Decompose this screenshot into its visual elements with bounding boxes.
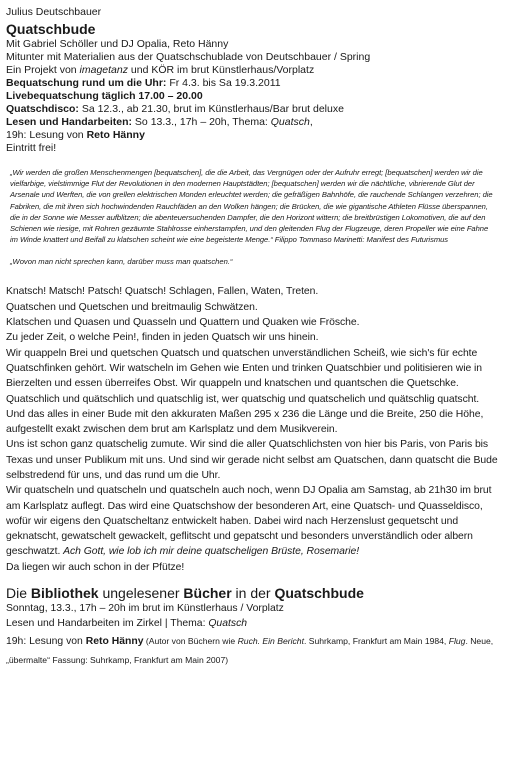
entry-note: Eintritt frei! (6, 142, 57, 154)
paragraph: Uns ist schon ganz quatschelig zumute. Wir sind die aller Quatschlichsten von hier bis Paris, von Paris bis Texas und unser Publikum mit uns. Und sind wir gerade nicht selbst am Quatschen, dann quatscht die Bude selbstredend für uns, und das rund um die Uhr. (6, 439, 498, 481)
live-line: Livebequatschung täglich 17.00 – 20.00 (6, 90, 203, 102)
bibliothek-date: Sonntag, 13.3., 17h – 20h im brut im Künstlerhaus / Vorplatz (6, 603, 284, 615)
paragraph: Und das alles in einer Bude mit den akkuraten Maßen 295 x 236 die Länge und die Breite, 250 die Höhe, aufgestellt exakt zwischen dem brut am Karlsplatz und dem Musikverein. (6, 408, 484, 436)
disco-line: Quatschdisco: Sa 12.3., ab 21.30, brut im Künstlerhaus/Bar brut deluxe (6, 103, 344, 115)
paragraph: Wir quappeln Brei und quetschen Quatsch und quatschen unverständlichen Scheiß, wie sich's für echte Quatschfinken gehört. Wir watscheln im Gehen wie Enten und trinken Quatschbier und politisieren wie in Bierzelten und essen überreifes Obst. Wir quappeln und knatschen und quantschen die Quetschke. Quatschlich und quätschlich und quatschlig ist, wer quatschig und quatschelich und quätschlig quatscht. (6, 347, 483, 405)
lesen-line: Lesen und Handarbeiten: So 13.3., 17h – 20h, Thema: Quatsch, (6, 116, 313, 128)
project-line: Ein Projekt von imagetanz und KÖR im brut Künstlerhaus/Vorplatz (6, 64, 315, 76)
bequatschung-line: Bequatschung rund um die Uhr: Fr 4.3. bis Sa 19.3.2011 (6, 77, 281, 89)
bibliothek-heading: Die Bibliothek ungelesener Bücher in der Quatschbude (6, 585, 364, 602)
body-text (6, 284, 504, 575)
short-quote: „Wovon man nicht sprechen kann, darüber muss man quatschen.“ (10, 257, 233, 267)
paragraph: Da liegen wir auch schon in der Pfütze! (6, 561, 185, 573)
paragraph: Quatschen und Quetschen und breitmaulig Schwätzen. (6, 301, 258, 313)
materials-note: Mitunter mit Materialien aus der Quatschschublade von Deutschbauer / Spring (6, 51, 371, 63)
bibliothek-lesen: Lesen und Handarbeiten im Zirkel | Thema: Quatsch (6, 617, 248, 629)
paragraph: Knatsch! Matsch! Patsch! Quatsch! Schlagen, Fallen, Waten, Treten. (6, 286, 319, 298)
author: Julius Deutschbauer (6, 6, 102, 18)
page-title: Quatschbude (6, 21, 96, 37)
paragraph: Zu jeder Zeit, o welche Pein!, finden in jeden Quatsch wir uns hinein. (6, 332, 319, 344)
event-header (6, 6, 504, 155)
bibliothek-section (6, 584, 504, 668)
org-imagetanz: imagetanz (79, 64, 128, 76)
lesung-line: 19h: Lesung von Reto Hänny (6, 129, 145, 141)
bibliothek-lesung: 19h: Lesung von Reto Hänny (Autor von Büchern wie Ruch. Ein Bericht. Suhrkamp, Frankfurt am Main 1984, Flug. Neue, „übermalte“ Fassung: Suhrkamp, Frankfurt am Main 2007) (6, 636, 494, 665)
paragraph: Klatschen und Quasen und Quasseln und Quattern und Quaken wie Frösche. (6, 317, 360, 329)
paragraph: Wir quatscheln und quatscheln und quatscheln auch noch, wenn DJ Opalia am Samstag, ab 21h30 im brut am Karlsplatz auflegt. Das wird eine Quatschshow der besonderen Art, eine Quatsch- und Quasseldisco, wofür wir eigens den Quatscheltanz entwickelt haben. Dabei wird nach Herzenslust gequetscht und geknatscht, gewatschelt gewackelt, geflitscht und gepatscht und besonders unverständlich oder albern geschwatzt. Ach Gott, wie lob ich mir deine quatscheligen Brüste, Rosemarie! (6, 485, 492, 558)
org-koer: KÖR (151, 64, 175, 76)
marinetti-quote: „Wir werden die großen Menschenmengen [bequatschen], die die Arbeit, das Vergnügen oder der Aufruhr erregt; [bequatschen] werden wir die vielfarbige, vielstimmige Flut der Revolutionen in den modernen Hauptstädten; [bequatschen] werden wir die nächtliche, vibrierende Glut der Arsenale und Werften, die von grellen elektrischen Monden erleuchtet werden; die gefräßigen Bahnhöfe, die rauchende Schlangen verzehren; die Fabriken, die mit ihren sich hochwindenden Rauchfäden an den Wolken hängen; die Brücken, die wie gigantische Athleten Flüsse überspannen, die in der Sonne wie Messer aufblitzen; die abenteuersuchenden Dampfer, die den Horizont wittern; die breitbrüstigen Lokomotiven, die auf den Schienen wie riesige, mit Rohren gezäumte Stahlrosse einherstampfen, und den gleitenden Flug der Flugzeuge, deren Propeller wie eine Fahne im Winde knattert und Beifall zu klatschen scheint wie eine begeisterte Menge.“ Filippo Tommaso Marinetti: Manifest des Futurismus (10, 168, 493, 245)
participants: Mit Gabriel Schöller und DJ Opalia, Reto Hänny (6, 38, 229, 50)
